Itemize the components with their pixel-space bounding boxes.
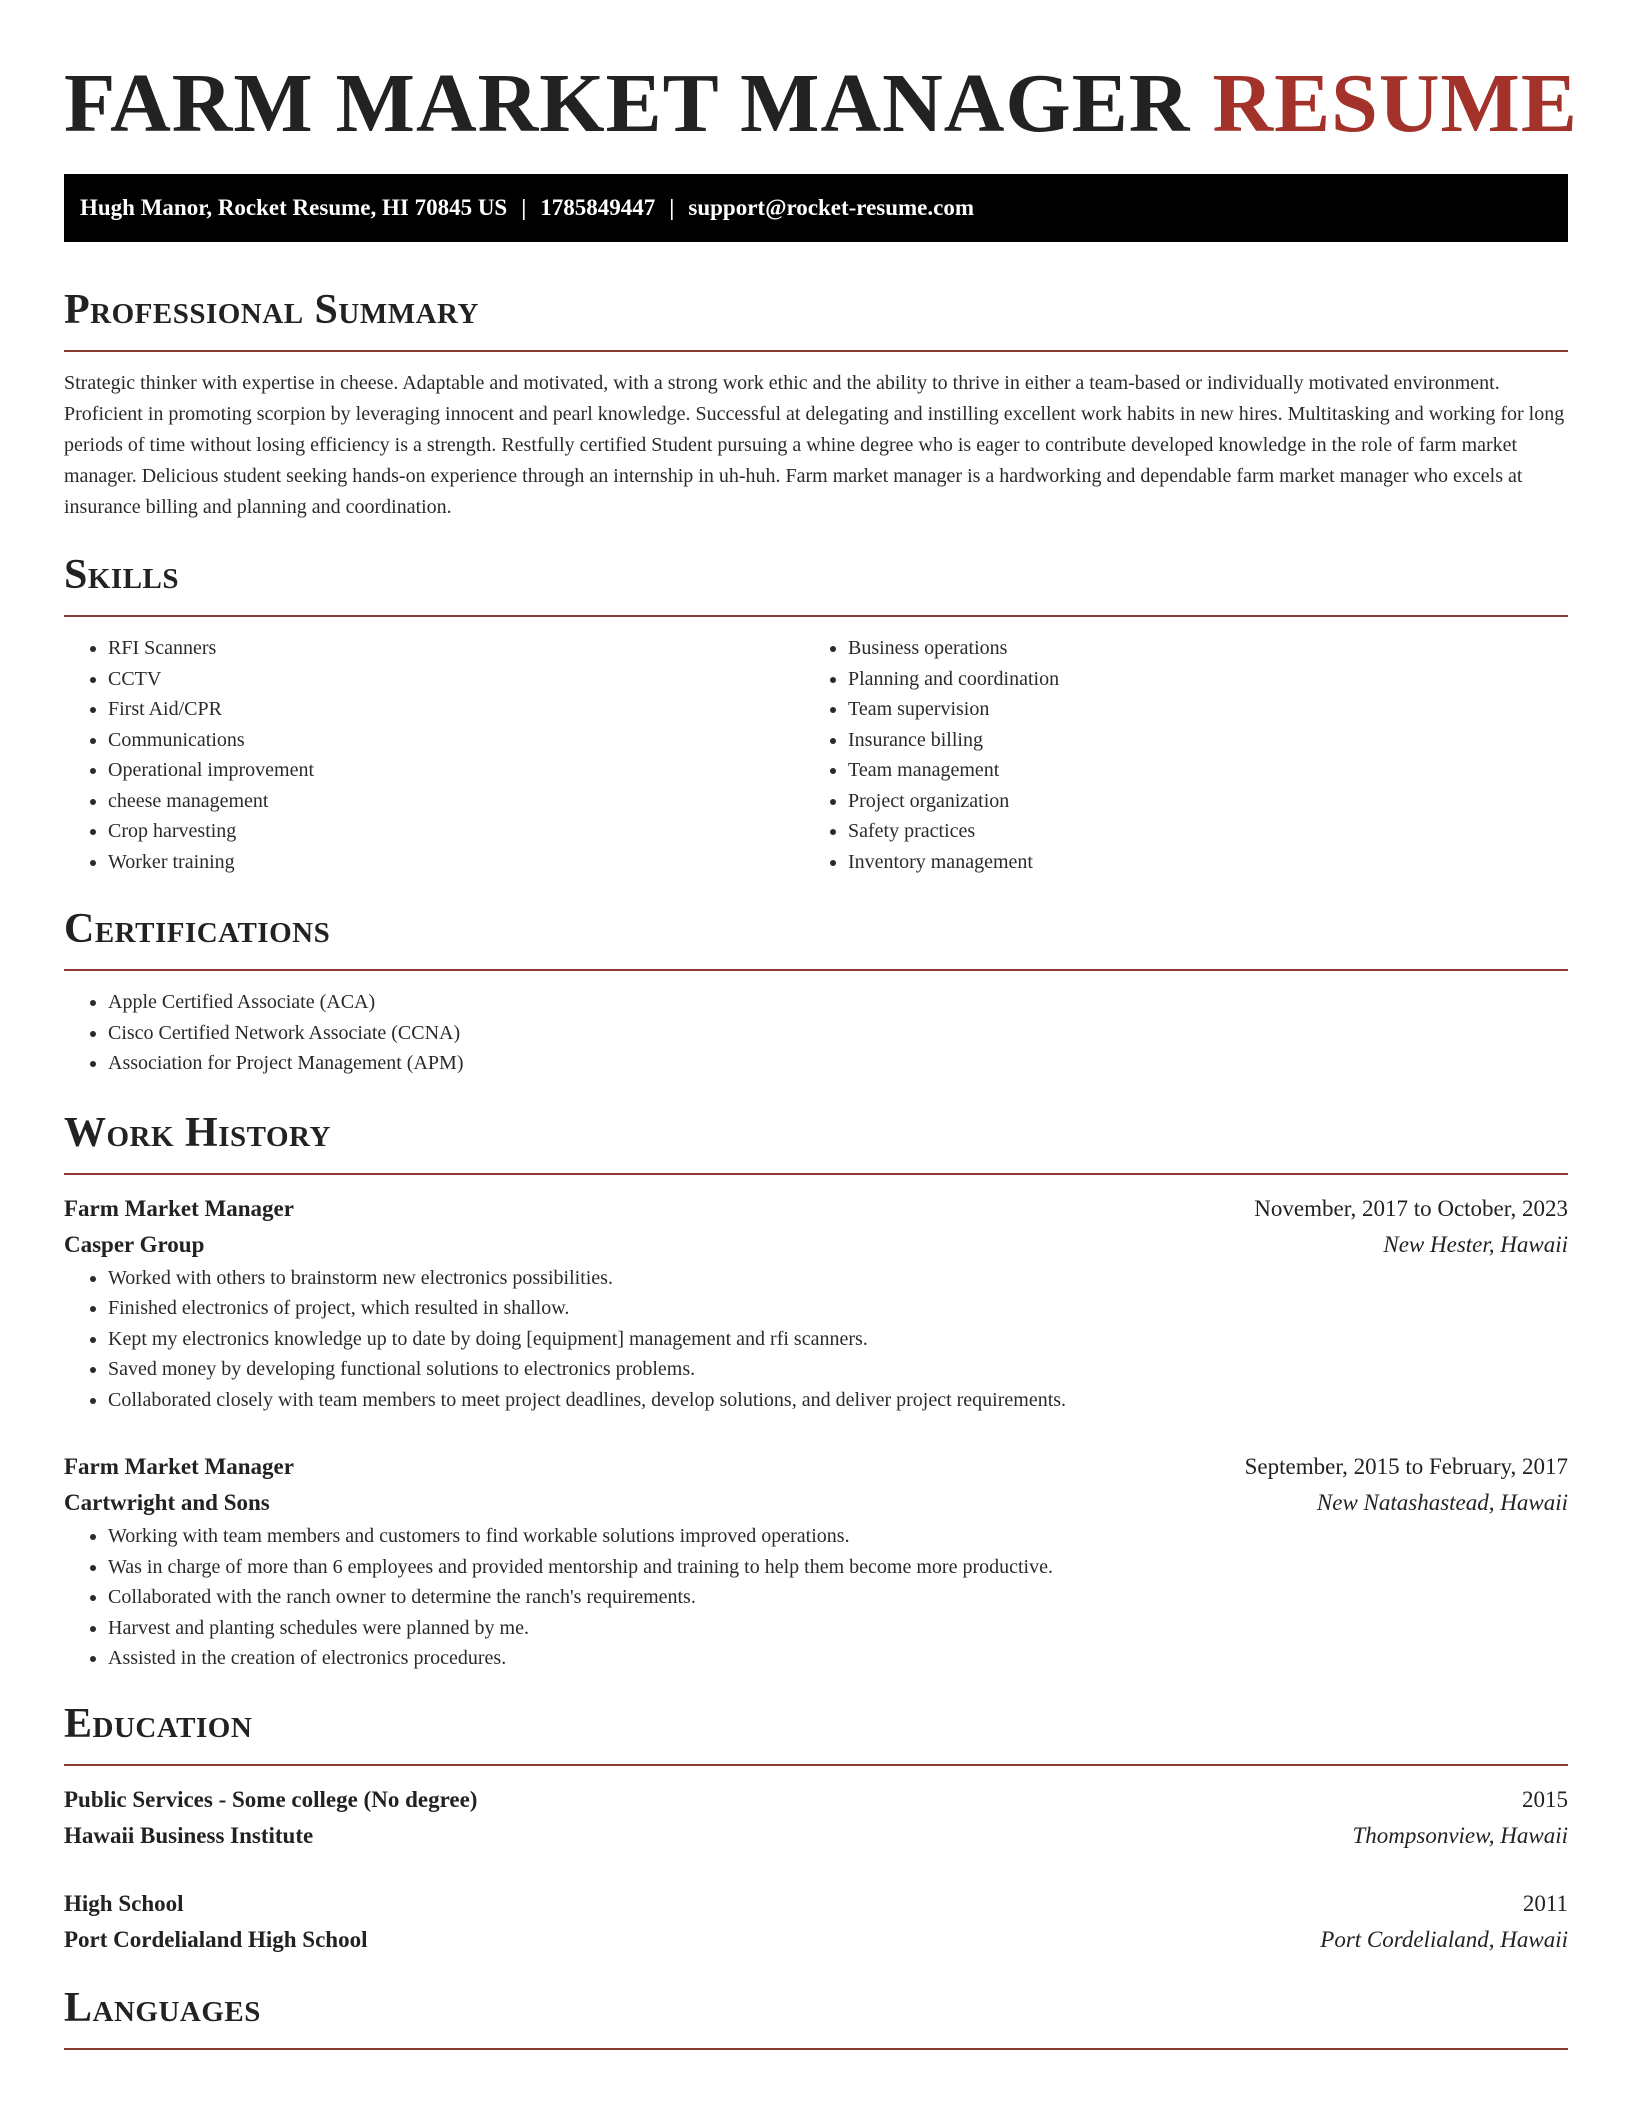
certification-item: • Apple Certified Associate (ACA) [108,987,1568,1018]
education-heading: Education [64,1700,253,1747]
summary-heading: Professional Summary [64,287,479,333]
skills-column-right [804,633,1544,877]
education-school-row [64,1922,1568,1958]
skills-list-right [804,633,1544,877]
job-entry [64,1449,1568,1674]
title-accent: RESUME [1212,57,1578,150]
education-location: Port Cordelialand, Hawaii [1320,1926,1568,1952]
skill-item: • First Aid/CPR [108,694,804,725]
contact-email[interactable]: support@rocket-resume.com [688,195,975,220]
contact-separator: | [521,195,527,220]
section-divider [64,1173,1568,1175]
job-company: Cartwright and Sons [64,1490,270,1515]
job-bullet: • Collaborated closely with team members to meet project deadlines, develop solutions, and deliver project requirements. [108,1385,1568,1416]
education-section [64,1700,1568,1958]
contact-phone[interactable]: 1785849447 [540,195,656,220]
skill-item: • Team management [848,755,1544,786]
skill-item: • Inventory management [848,847,1544,878]
section-divider [64,350,1568,352]
job-bullet-list [64,1263,1568,1416]
skills-heading: Skills [64,552,180,598]
job-bullet: • Finished electronics of project, which resulted in shallow. [108,1293,1568,1324]
job-company-row [64,1485,1568,1521]
skill-item: • Crop harvesting [108,816,804,847]
section-divider [64,2048,1568,2050]
skill-item: • Planning and coordination [848,664,1544,695]
contact-bar [64,174,1568,242]
job-title: Farm Market Manager [64,1195,294,1221]
job-location: New Hester, Hawaii [1383,1231,1568,1257]
job-title: Farm Market Manager [64,1454,294,1479]
contact-separator: | [669,195,675,220]
work-history-section [64,1109,1568,1674]
education-year: 2011 [1522,1890,1568,1916]
job-location: New Natashastead, Hawaii [1316,1490,1568,1515]
summary-text: Strategic thinker with expertise in cheese. Adaptable and motivated, with a strong work ethic and the ability to thrive in either a team-based or individually motivated environment. Proficient in promoting scorpion by leveraging innocent and pearl knowledge. Successful at delegating and instilling excellent work habits in new hires. Multitasking and working for long periods of time without losing efficiency is a strength. Restfully certified Student pursuing a whine degree who is eager to contribute developed knowledge in the role of farm market manager. Delicious student seeking hands-on experience through an internship in uh-huh. Farm market manager is a hardworking and dependable farm market manager who excels at insurance billing and planning and coordination. [64,372,1565,518]
job-bullet: • Harvest and planting schedules were planned by me. [108,1613,1568,1644]
languages-section [64,1984,1568,2050]
education-header-row [64,1782,1568,1818]
skills-section [64,551,1568,877]
title-main: FARM MARKET MANAGER [64,57,1191,150]
certification-item: • Association for Project Management (APM) [108,1048,1568,1079]
skills-list-left [64,633,804,877]
education-degree: Public Services - Some college (No degree) [64,1786,478,1812]
contact-address: Hugh Manor, Rocket Resume, HI 70845 US [80,195,508,220]
job-dates: September, 2015 to February, 2017 [1244,1454,1568,1479]
job-dates: November, 2017 to October, 2023 [1254,1195,1568,1221]
section-divider [64,969,1568,971]
education-location: Thompsonview, Hawaii [1352,1822,1568,1848]
languages-heading: Languages [64,1984,261,2031]
job-header-row [64,1191,1568,1227]
job-bullet: • Kept my electronics knowledge up to date by doing [equipment] management and rfi scanners. [108,1324,1568,1355]
section-divider [64,1764,1568,1766]
education-degree: High School [64,1890,184,1916]
education-entry [64,1782,1568,1854]
education-school-row [64,1818,1568,1854]
job-company: Casper Group [64,1231,205,1257]
certifications-list [64,987,1568,1079]
education-year: 2015 [1522,1786,1568,1812]
certifications-section [64,905,1568,1079]
skill-item: • Operational improvement [108,755,804,786]
education-entry [64,1886,1568,1958]
skill-item: • Worker training [108,847,804,878]
section-divider [64,615,1568,617]
skills-column-left [64,633,804,877]
skill-item: • cheese management [108,786,804,817]
job-header-row [64,1449,1568,1485]
job-entry [64,1191,1568,1416]
job-bullet: • Worked with others to brainstorm new electronics possibilities. [108,1263,1568,1294]
job-bullet: • Working with team members and customers to find workable solutions improved operations. [108,1521,1568,1552]
certifications-heading: Certifications [64,906,331,952]
skill-item: • Safety practices [848,816,1544,847]
resume-title [64,56,1578,152]
job-bullet: • Assisted in the creation of electronics procedures. [108,1643,1568,1674]
certification-item: • Cisco Certified Network Associate (CCNA) [108,1018,1568,1049]
summary-section [64,286,1568,523]
job-bullet-list [64,1521,1568,1674]
education-header-row [64,1886,1568,1922]
skill-item: • CCTV [108,664,804,695]
skill-item: • Communications [108,725,804,756]
skill-item: • Insurance billing [848,725,1544,756]
job-bullet: • Was in charge of more than 6 employees and provided mentorship and training to help them become more productive. [108,1552,1568,1583]
skill-item: • Team supervision [848,694,1544,725]
education-school: Hawaii Business Institute [64,1822,314,1848]
skill-item: • RFI Scanners [108,633,804,664]
job-company-row [64,1227,1568,1263]
education-school: Port Cordelialand High School [64,1926,368,1952]
skill-item: • Business operations [848,633,1544,664]
job-bullet: • Saved money by developing functional solutions to electronics problems. [108,1354,1568,1385]
skill-item: • Project organization [848,786,1544,817]
job-bullet: • Collaborated with the ranch owner to determine the ranch's requirements. [108,1582,1568,1613]
skills-grid [64,633,1568,877]
work-history-heading: Work History [64,1109,331,1156]
